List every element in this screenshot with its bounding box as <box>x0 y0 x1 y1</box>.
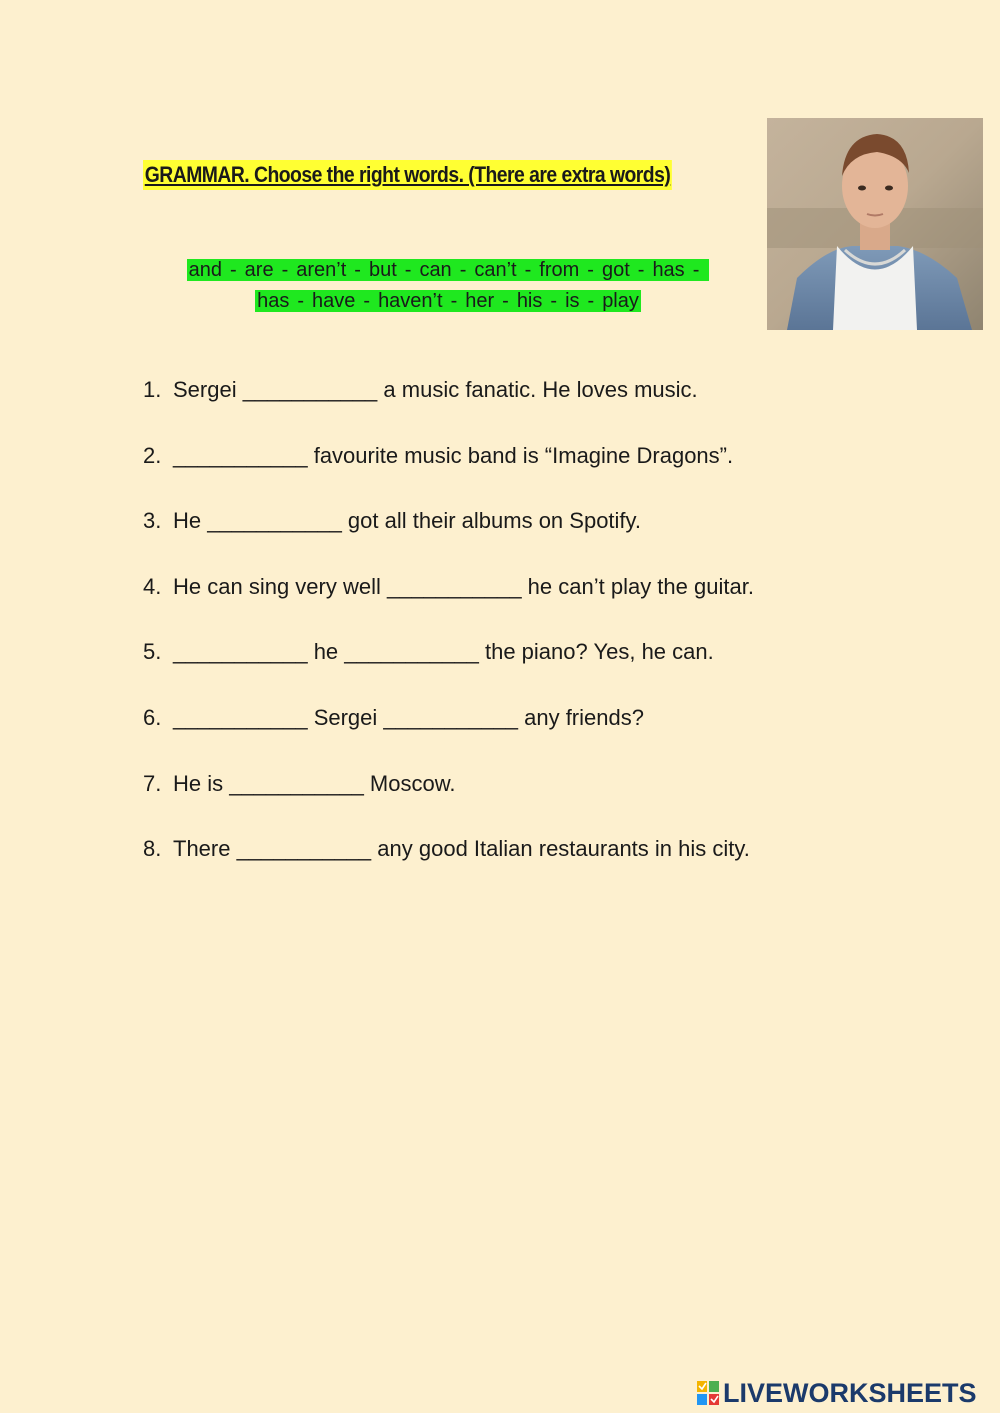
question-text: There ___________ any good Italian restaurants in his city. <box>173 836 750 862</box>
word-separator: - <box>524 259 532 281</box>
question-item <box>143 634 943 700</box>
word-separator: - <box>692 259 700 281</box>
question-text: He is ___________ Moscow. <box>173 770 456 796</box>
question-item <box>143 569 943 635</box>
word-bank-word: can’t <box>474 259 517 281</box>
question-text: He ___________ got all their albums on Spotify. <box>173 508 642 534</box>
word-bank-line-1-highlight <box>187 259 710 281</box>
question-number: 7. <box>143 770 162 796</box>
word-bank-word: but <box>368 259 397 281</box>
word-separator: - <box>550 290 558 312</box>
word-bank-word: are <box>244 259 274 281</box>
word-separator: - <box>587 259 594 281</box>
word-separator: - <box>404 259 412 281</box>
word-bank-word: has <box>652 259 685 281</box>
word-bank-word: got <box>601 259 630 281</box>
word-separator: - <box>502 290 509 312</box>
word-bank-line-1 <box>140 255 756 286</box>
word-bank-word: aren’t <box>296 259 347 281</box>
question-item <box>143 372 943 438</box>
word-bank-word: have <box>312 290 356 312</box>
question-text: ___________ Sergei ___________ any friends? <box>173 704 644 730</box>
word-bank-word: has <box>257 290 290 312</box>
question-text: ___________ he ___________ the piano? Yes, he can. <box>173 639 714 665</box>
word-bank-word: can <box>419 259 452 281</box>
question-item <box>143 831 943 897</box>
word-separator: - <box>450 290 458 312</box>
question-text: He can sing very well ___________ he can’t play the guitar. <box>173 573 754 599</box>
word-separator: - <box>297 290 305 312</box>
word-bank <box>140 255 756 317</box>
question-item <box>143 766 943 832</box>
word-separator: - <box>230 259 237 281</box>
question-number: 6. <box>143 704 162 730</box>
word-bank-word: play <box>602 290 639 312</box>
word-bank-line-2 <box>140 286 756 317</box>
liveworksheets-brand-text: LIVEWORKSHEETS <box>723 1377 977 1408</box>
question-number: 8. <box>143 836 162 862</box>
student-portrait-image <box>767 118 983 330</box>
word-bank-word: and <box>188 259 222 281</box>
word-separator: - <box>637 259 645 281</box>
word-bank-word: from <box>539 259 580 281</box>
question-list <box>143 372 943 897</box>
word-separator: - <box>281 259 289 281</box>
word-separator: - <box>587 290 595 312</box>
word-bank-line-2-highlight <box>255 290 641 312</box>
word-bank-word: haven’t <box>378 290 443 312</box>
question-item <box>143 438 943 504</box>
question-text: ___________ favourite music band is “Imagine Dragons”. <box>173 442 734 468</box>
liveworksheets-logo-icon <box>697 1381 719 1405</box>
question-number: 3. <box>143 508 162 534</box>
question-number: 2. <box>143 442 162 468</box>
word-bank-word: is <box>565 290 580 312</box>
word-bank-word: his <box>516 290 543 312</box>
question-number: 4. <box>143 573 162 599</box>
question-item <box>143 700 943 766</box>
word-separator: - <box>459 259 467 281</box>
question-number: 5. <box>143 639 162 665</box>
student-photo <box>767 118 983 330</box>
worksheet-title: GRAMMAR. Choose the right words. (There are extra words) <box>143 160 672 190</box>
word-separator: - <box>363 290 371 312</box>
liveworksheets-logo[interactable] <box>697 1376 977 1410</box>
question-text: Sergei ___________ a music fanatic. He loves music. <box>173 377 698 402</box>
question-item <box>143 503 943 569</box>
question-number: 1. <box>143 377 162 402</box>
word-bank-word: her <box>465 290 495 312</box>
word-separator: - <box>354 259 361 281</box>
